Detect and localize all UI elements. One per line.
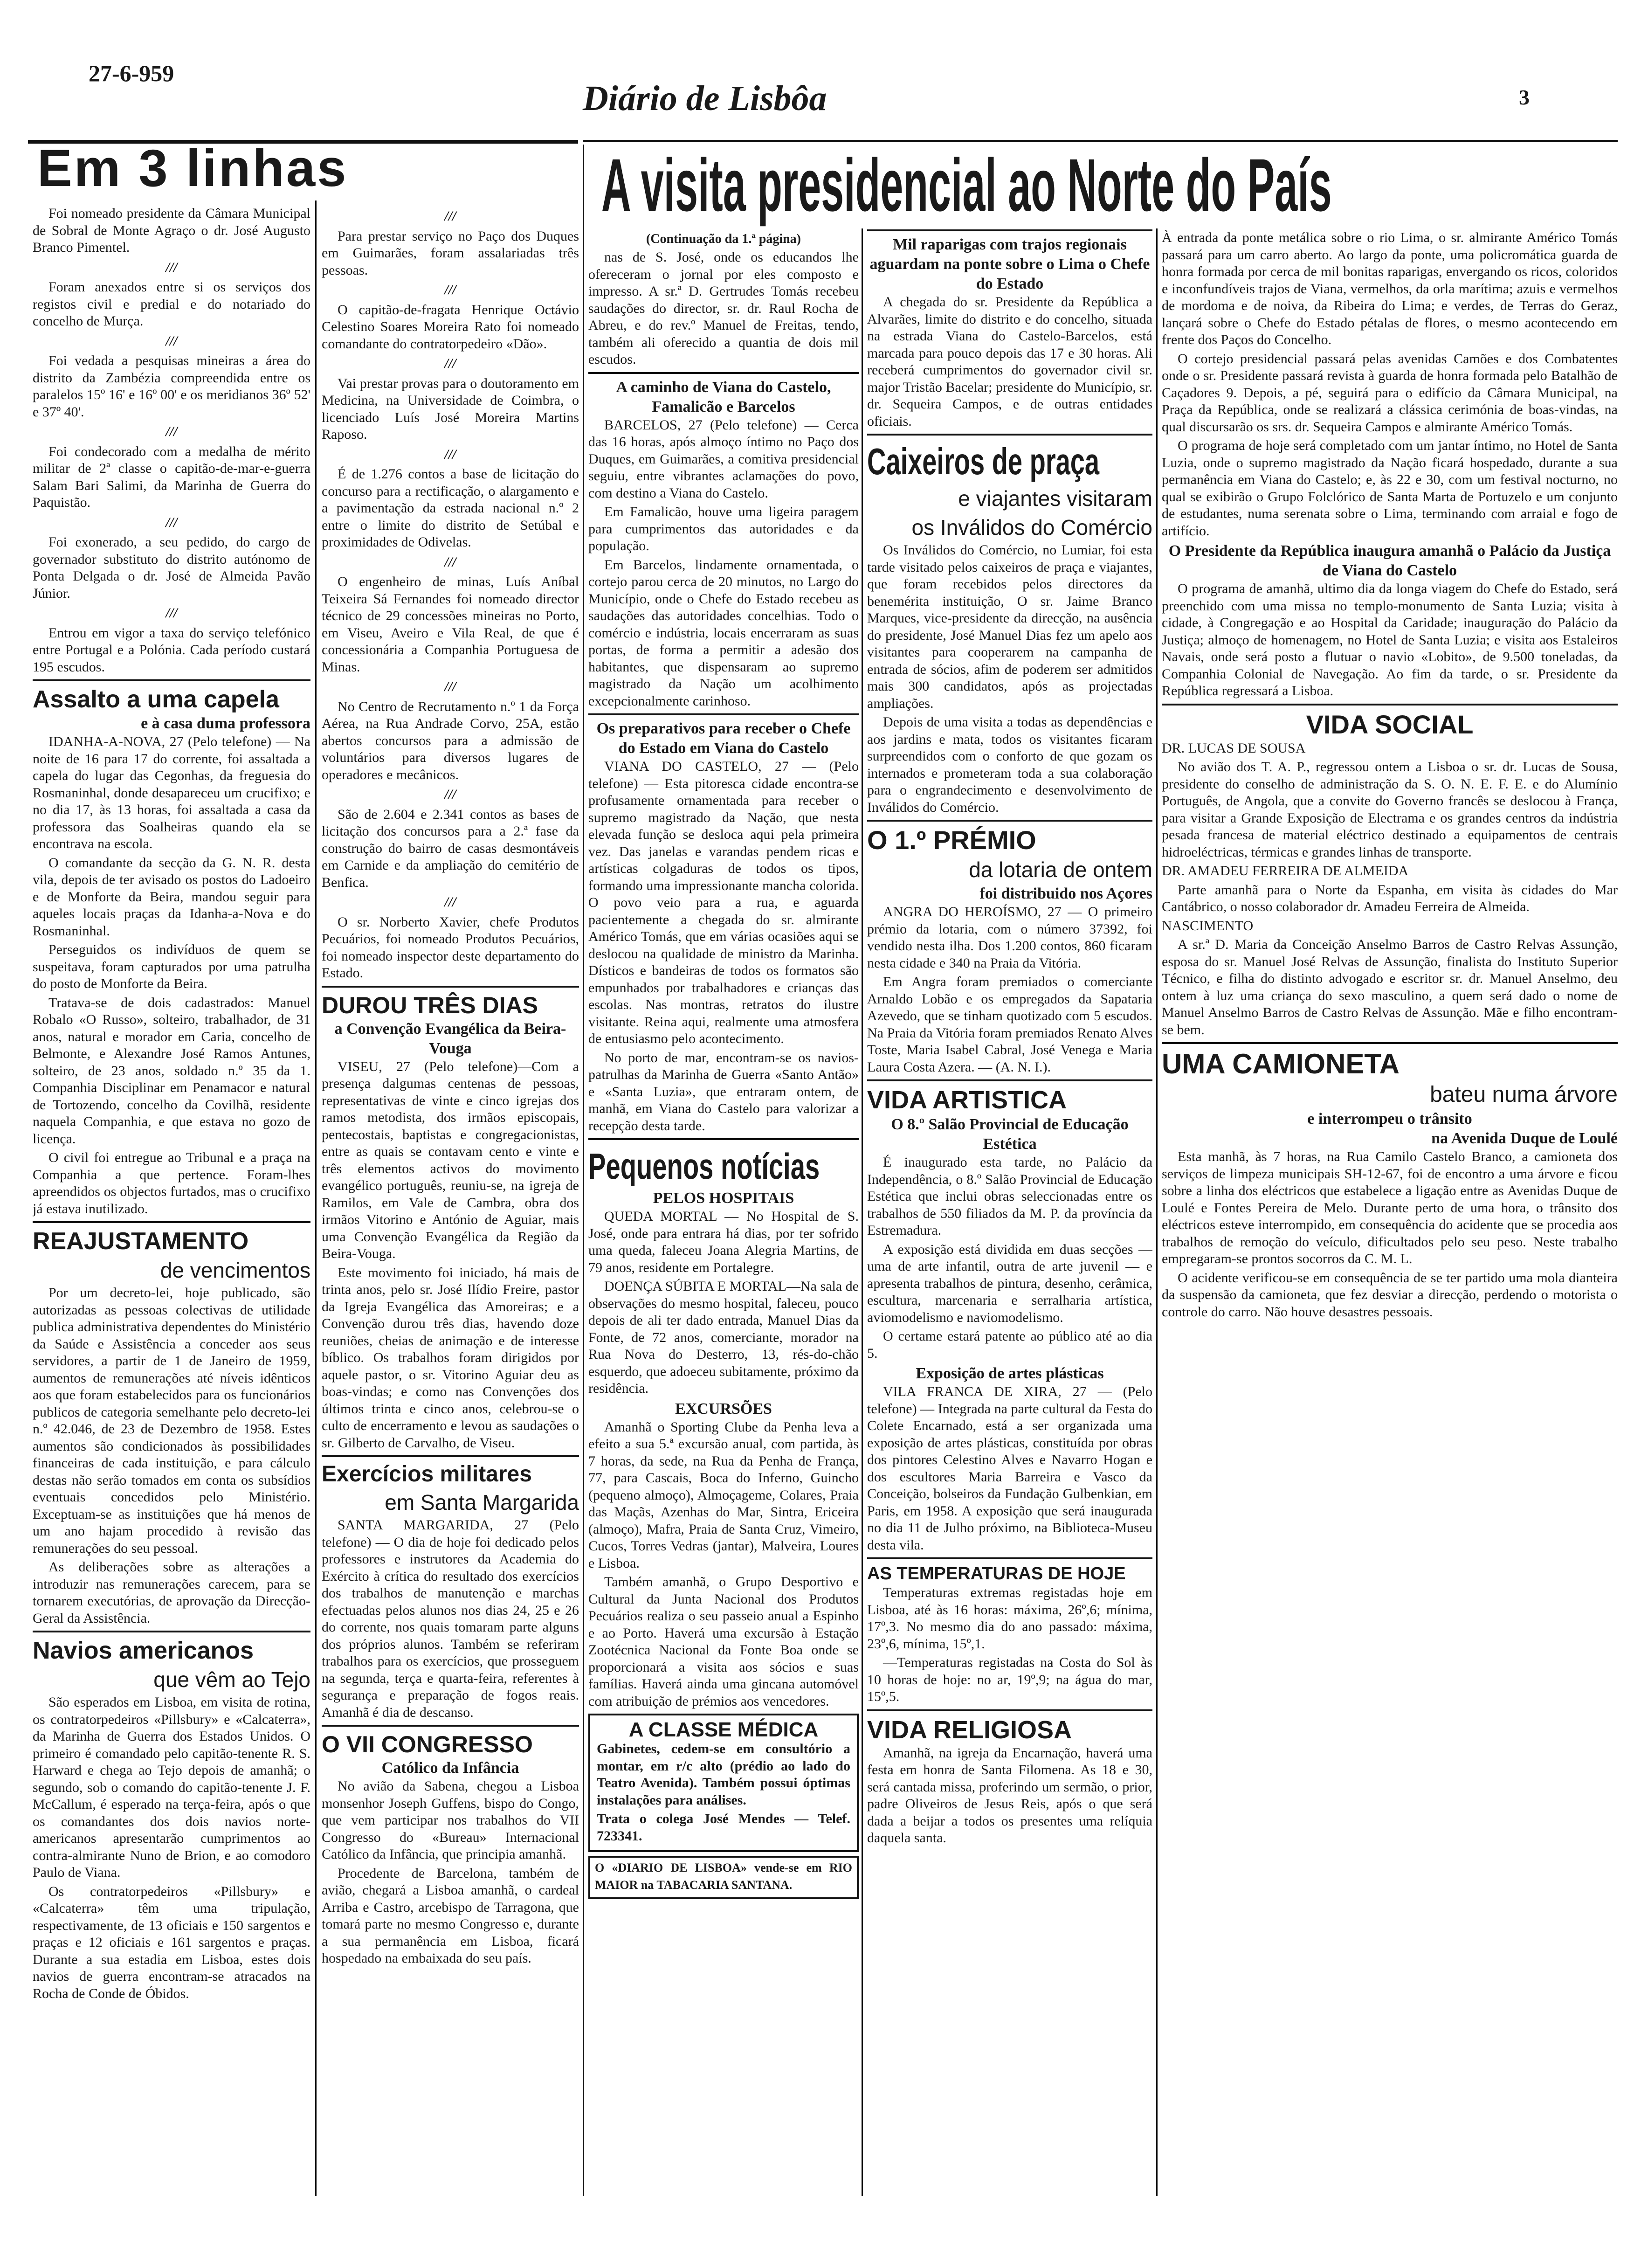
visita-subheading: Os preparativos para receber o Chefe do Estado em Viana do Castelo <box>596 720 851 757</box>
article-paragraph: ANGRA DO HEROÍSMO, 27 — O primeiro prémio da lotaria, com o número 37392, foi vendido nesta ilha. Dos 1.200 contos, 860 ficaram nesta cidade e 340 na Praia da Vitória. <box>867 904 1152 971</box>
article-paragraph: Procedente de Barcelona, também de avião, chegará a Lisboa amanhã, o cardeal Arriba e Castro, arcebispo de Tarragona, que tomará parte no mesmo Congresso e, durante a sua permanência em Lisboa, ficará hospedado na embaixada do seu país. <box>322 1865 579 1966</box>
caixeiros-title: Caixeiros de praça <box>867 441 1100 482</box>
congresso-subtitle: Católico da Infância <box>381 1759 519 1777</box>
column-divider <box>315 201 317 2196</box>
news-brief: Foi vedada a pesquisas mineiras a área do distrito da Zambézia compreendida entre os paralelos 15º 16' e 16º 00' e os meridianos 36º 52' e 37º 40'. <box>33 353 310 420</box>
brief-separator: /// <box>444 894 456 910</box>
artistica-subheading: O 8.º Salão Provincial de Educação Estética <box>891 1116 1129 1153</box>
article-paragraph: O cortejo presidencial passará pelas avenidas Camões e dos Combatentes onde o sr. Presidente passará revista à guarda de honra formada pelo Batalhão de Caçadores 9. Depois, a pé, seguirá para o edifício da Câmara Municipal, na Praça da República, onde se realizará a clássica cerimónia de boas-vindas, na qual discursarão os srs. dr. Sequeira Campos e almirante Américo Tomás. <box>1162 351 1618 435</box>
news-brief: Vai prestar provas para o doutoramento em Medicina, na Universidade de Coimbra, o licenciado Luís José Moreira Martins Raposo. <box>322 375 579 442</box>
brief-separator: /// <box>444 282 456 297</box>
article-paragraph: No porto de mar, encontram-se os navios-patrulhas da Marinha de Guerra «Santo Antão» e «Santa Luzia», que entraram ontem, de manhã, em Viana do Castelo para valorizar a recepção desta tarde. <box>588 1050 859 1134</box>
camioneta-title: UMA CAMIONETA <box>1162 1048 1400 1079</box>
camioneta-subtitle: bateu numa árvore <box>1430 1082 1618 1107</box>
durou-title: DUROU TRÊS DIAS <box>322 992 538 1018</box>
camioneta-subtitle: na Avenida Duque de Loulé <box>1431 1130 1618 1147</box>
section-rule <box>867 1709 1152 1711</box>
article-paragraph: Também amanhã, o Grupo Desportivo e Cultural da Junta Nacional dos Produtos Pecuários realiza o seu passeio anual a Espinho e ao Porto. Haverá uma excursão à Estação Zootécnica Nacional da Fonte Boa onde se proporcionará a visita aos sócios e suas famílias. Haverá ainda uma gincana automóvel com atribuição de prémios aos vencedores. <box>588 1574 859 1709</box>
article-paragraph: Os Inválidos do Comércio, no Lumiar, foi esta tarde visitado pelos caixeiros de praça e viajantes, que foram recebidos pelos directores da benemérita instituição, O sr. Jaime Branco Marques, vice-presidente da direcção, na ausência do presidente, José Manuel Dias fez um apelo aos visitantes para cooperarem na campanha de entrada de sócios, afim de poderem ser admitidos mais 300 candidatos, após as projectadas ampliações. <box>867 542 1152 711</box>
brief-separator: /// <box>444 554 456 570</box>
article-paragraph: IDANHA-A-NOVA, 27 (Pelo telefone) — Na noite de 16 para 17 do corrente, foi assaltada a capela do lugar das Cegonhas, da freguesia do Rosmaninhal, donde desapareceu um crucifixo; e no dia 17, às 13 horas, foi assaltada a casa da professora das Soalheiras quando ela se encontrava na escola. <box>33 734 310 851</box>
section-rule <box>867 1079 1152 1081</box>
venda-notice <box>588 1856 859 1899</box>
reajustamento-subtitle: de vencimentos <box>160 1258 310 1282</box>
venda-text: O «DIARIO DE LISBOA» vende-se em RIO MAIOR na TABACARIA SANTANA. <box>595 1861 852 1892</box>
article-paragraph: O certame estará patente ao público até ao dia 5. <box>867 1328 1152 1361</box>
article-paragraph: Parte amanhã para o Norte da Espanha, em visita às cidades do Mar Cantábrico, o nosso colaborador dr. Amadeu Ferreira de Almeida. <box>1162 882 1618 914</box>
news-brief: Foi condecorado com a medalha de mérito militar de 2ª classe o capitão-de-mar-e-guerra Salam Bari Salimi, da Marinha de Guerra do Paquistão. <box>33 443 310 510</box>
article-paragraph: O comandante da secção da G. N. R. desta vila, depois de ter avisado os postos do Ladoeiro e de Monforte da Beira, mandou seguir para aqueles locais praças da Idanha-a-Nova e do Rosmaninhal. <box>33 855 310 939</box>
header-rule <box>583 140 1618 142</box>
brief-separator: /// <box>444 787 456 802</box>
news-brief: O engenheiro de minas, Luís Aníbal Teixeira Sá Fernandes foi nomeado director técnico de 29 concessões mineiras no Porto, em Viseu, Aveiro e Vila Real, de que é concessionária a Companhia Portuguesa de Minas. <box>322 574 579 675</box>
article-paragraph: O acidente verificou-se em consequência de se ter partido uma mola dianteira da suspensão da camioneta, que fez desviar a direcção, perdendo o motorista o controle do carro. Não houve desastres pessoais. <box>1162 1270 1618 1320</box>
section-rule <box>588 372 859 374</box>
reajustamento-title: REAJUSTAMENTO <box>33 1228 249 1255</box>
section-rule <box>33 679 310 681</box>
article-paragraph: Em Angra foram premiados o comerciante Arnaldo Lobão e os empregados da Sapataria Azevedo, que se tinham quotizado com 5 escudos. Na Praia da Vitória foram premiados Renato Alves Toste, Maria Isabel Cabral, José Venega e Maria Laura Costa Azera. — (A. N. I.). <box>867 974 1152 1075</box>
article-paragraph: Os contratorpedeiros «Pillsbury» e «Calcaterra» têm uma tripulação, respectivamente, de 13 oficiais e 150 sargentos e praças e 12 oficiais e 161 sargentos e praças. Durante a sua estadia em Lisboa, estes dois navios de guerra encontram-se atracados na Rocha de Conde de Óbidos. <box>33 1883 310 2001</box>
article-paragraph: Em Famalicão, houve uma ligeira paragem para cumprimentos das autoridades e da população. <box>588 504 859 553</box>
news-brief: No Centro de Recrutamento n.º 1 da Força Aérea, na Rua Andrade Corvo, 25A, estão abertos concursos para a admissão de voluntários para diversos lugares de operadores e mecânicos. <box>322 698 579 782</box>
news-brief: O capitão-de-fragata Henrique Octávio Celestino Soares Moreira Rato foi nomeado comandante do contratorpedeiro «Dão». <box>322 302 579 352</box>
column-divider <box>1156 228 1158 2196</box>
social-subheading: DR. LUCAS DE SOUSA <box>1162 740 1306 756</box>
article-paragraph: Perseguidos os indivíduos de quem se suspeitava, foram capturados por uma patrulha do posto de Monforte da Beira. <box>33 942 310 991</box>
premio-title: O 1.º PRÉMIO <box>867 825 1036 855</box>
camioneta-subtitle: e interrompeu o trânsito <box>1307 1110 1472 1127</box>
news-brief: Foi exonerado, a seu pedido, do cargo de governador substituto do distrito autónomo de Ponta Delgada o dr. José de Almeida Pavão Júnior. <box>33 534 310 601</box>
column-3 <box>588 229 859 2197</box>
brief-separator: /// <box>165 605 178 621</box>
article-paragraph: nas de S. José, onde os educandos lhe ofereceram o jornal por eles composto e impresso. A sr.ª D. Gertrudes Tomás recebeu saudações do director, sr. dr. Raul Rocha de Abreu, e do rev.º Manuel de Freitas, tendo, também ali oferecido a quantia de dois mil escudos. <box>588 249 859 367</box>
article-paragraph: O civil foi entregue ao Tribunal e a praça na Companhia a que pertence. Foram-lhes apreendidos os objectos furtados, mas o crucifixo já estava inutilizado. <box>33 1150 310 1217</box>
religiosa-title: VIDA RELIGIOSA <box>867 1715 1072 1744</box>
assalto-title: Assalto a uma capela <box>33 686 279 713</box>
artistica-title: VIDA ARTISTICA <box>867 1086 1067 1114</box>
page-number: 3 <box>1519 85 1530 109</box>
article-paragraph: São esperados em Lisboa, em visita de rotina, os contratorpedeiros «Pillsbury» e «Calcaterra», da Marinha de Guerra dos Estados Unidos. O primeiro é comandado pelo capitão-tenente R. S. Harward e chega ao Tejo depois de amanhã; o segundo, sob o comando do capitão-tenente J. F. McCallum, é esperado na terça-feira, após o que os comandantes dos dois navios norte-americanos apresentarão cumprimentos ao contra-almirante Nuno de Brion, e ao comodoro Paulo de Viana. <box>33 1694 310 1880</box>
brief-separator: /// <box>444 356 456 371</box>
visita-subheading: A caminho de Viana do Castelo, Famalicão e Barcelos <box>616 378 831 415</box>
column-4 <box>867 229 1152 2197</box>
congresso-title: O VII CONGRESSO <box>322 1731 533 1757</box>
article-paragraph: Em Barcelos, lindamente ornamentada, o cortejo parou cerca de 20 minutos, no Largo do Município, onde o Chefe do Estado recebeu as saudações das autoridades concelhias. Todo o comércio e indústria, locais encerraram as suas portas, de forma a permitir a adesão dos habitantes, que dispensaram ao supremo magistrado da Nação um acolhimento excepcionalmente carinhoso. <box>588 557 859 709</box>
article-paragraph: No avião da Sabena, chegou a Lisboa monsenhor Joseph Guffens, bispo do Congo, que vem participar nos trabalhos do VII Congresso do «Bureau» Internacional Católico da Infância, que principia amanhã. <box>322 1778 579 1862</box>
section-rule <box>1162 704 1618 705</box>
article-paragraph: Amanhã o Sporting Clube da Penha leva a efeito a sua 5.ª excursão anual, com partida, às 7 horas, da sede, na Rua da Penha de França, 77, para Cascais, Boca do Inferno, Guincho (pequeno almoço), Almoçageme, Colares, Praia das Maçãs, Azenhas do Mar, Sintra, Ericeira (almoço), Mafra, Praia de Santa Cruz, Vimeiro, Cucos, Torres Vedras (jantar), Malveira, Loures e Lisboa. <box>588 1419 859 1571</box>
article-paragraph: A sr.ª D. Maria da Conceição Anselmo Barros de Castro Relvas Assunção, esposa do sr. Manuel José Relvas de Assunção, finalista do Instituto Superior Técnico, e filha do distinto advogado e escritor sr. dr. Manuel Anselmo, deu ontem à luz uma criança do sexo masculino, a quem será dado o nome de Manuel Anselmo Barros de Castro Relvas de Assunção. Mãe e filho encontram-se bem. <box>1162 937 1618 1037</box>
section-rule <box>867 434 1152 436</box>
visita-subheading: O Presidente da República inaugura amanhã o Palácio da Justiça de Viana do Castelo <box>1168 542 1611 579</box>
issue-date: 27-6-959 <box>89 60 174 86</box>
section-rule <box>33 1631 310 1632</box>
visita-headline: A visita presidencial ao Norte do País <box>601 143 1332 227</box>
column-2 <box>322 205 579 2196</box>
article-paragraph: O programa de amanhã, ultimo dia da longa viagem do Chefe do Estado, será preenchido com uma missa no templo-monumento de Santa Luzia; visita à cidade, à Congregação e ao Hospital da Caridade; inauguração do Palácio da Justiça; almoço de homenagem, no Hotel de Santa Luzia; e visita aos Estaleiros Navais, onde será posto a flutuar o navio «Lobito», de 9.500 toneladas, da Companhia Colonial de Navegação. Ao fim da tarde, o sr. Presidente da República regressará a Lisboa. <box>1162 581 1618 698</box>
news-brief: O sr. Norberto Xavier, chefe Produtos Pecuários, foi nomeado Produtos Pecuários, foi nomeado inspector deste departamento do Estado. <box>322 914 579 981</box>
article-paragraph: É inaugurado esta tarde, no Palácio da Independência, o 8.º Salão Provincial de Educação Estética que inclui obras seleccionadas entre os trabalhos de 550 filiados da M. P. da província da Estremadura. <box>867 1155 1152 1238</box>
article-paragraph: DOENÇA SÚBITA E MORTAL—Na sala de observações do mesmo hospital, faleceu, pouco depois de ali ter dado entrada, Manuel Dias da Fonte, de 72 anos, comerciante, morador na Rua Nova do Desterro, 13, rés-do-chão esquerdo, que adoeceu subitamente, próximo da residência. <box>588 1279 859 1396</box>
exercicios-subtitle: em Santa Margarida <box>385 1490 579 1514</box>
continuation-note: (Continuação da 1.ª página) <box>646 232 801 246</box>
column-divider <box>583 145 584 2196</box>
classe-medica-title: A CLASSE MÉDICA <box>628 1718 819 1741</box>
article-paragraph: A chegada do sr. Presidente da República a Alvarães, limite do distrito e do concelho, situada na estrada Viana do Castelo-Barcelos, está marcada para pouco depois das 17 e 30 horas. Ali receberá cumprimentos do governador civil sr. major Tristão Bacelar; presidente do Município, sr. dr. Sequeira Campos, e de outras entidades oficiais. <box>867 294 1152 429</box>
hospitais-subheading: PELOS HOSPITAIS <box>653 1189 794 1207</box>
brief-separator: /// <box>444 679 456 694</box>
news-brief: Para prestar serviço no Paço dos Duques em Guimarães, foram assalariadas três pessoas. <box>322 228 579 278</box>
section-rule <box>867 1557 1152 1559</box>
section-rule <box>867 229 1152 231</box>
article-paragraph: VILA FRANCA DE XIRA, 27 — (Pelo telefone) — Integrada na parte cultural da Festa do Colete Encarnado, está a ser organizada uma exposição de artes plásticas, constituída por obras dos pintores Celestino Alves e Navarro Hogan e dos escultores Maria Barreira e Vasco da Conceição, bolseiros da Fundação Gulbenkian, em Paris, em 1958. A exposição que será inaugurada no dia 11 de Julho próximo, na Biblioteca-Museu desta vila. <box>867 1384 1152 1553</box>
caixeiros-subtitle: os Inválidos do Comércio <box>911 515 1152 539</box>
article-paragraph: A exposição está dividida em duas secções — uma de arte infantil, outra de arte juvenil — e apresenta trabalhos de pintura, desenho, cerâmica, escultura, marcenaria e serralharia artística, aviomodelismo e naviomodelismo. <box>867 1241 1152 1325</box>
ad-text: Trata o colega José Mendes — Telef. 723341. <box>597 1811 850 1844</box>
brief-separator: /// <box>165 514 178 530</box>
social-subheading: DR. AMADEU FERREIRA DE ALMEIDA <box>1162 863 1409 878</box>
section-rule <box>588 1138 859 1140</box>
article-paragraph: SANTA MARGARIDA, 27 (Pelo telefone) — O dia de hoje foi dedicado pelos professores e instrutores da Academia do Exército à crítica do resultado dos exercícios dos trabalhos de manutenção e marchas efectuadas pelos alunos nos dias 24, 25 e 26 do corrente, nos quais tomaram parte alguns dos próprios alunos. Também se referiram trabalhos para os exercícios, que prosseguem na segunda, terça e quarta-feira, referentes à segurança e preparação de fogos reais. Amanhã é dia de descanso. <box>322 1517 579 1720</box>
article-paragraph: Por um decreto-lei, hoje publicado, são autorizadas as pessoas colectivas de utilidade publica administrativa dependentes do Ministério da Saúde e Assistência a conceder aos seus servidores, a partir de 1 de Janeiro de 1959, aumentos de remunerações até níveis idênticos aos que foram estabelecidos para os funcionários publicos de categoria semelhante pelo decreto-lei n.º 42.046, de 23 de Dezembro de 1958. Estes aumentos são condicionados às possibilidades financeiras de cada instituição, e para cálculo destas não serão tomados em conta os subsídios eventuais concedidos pelo Ministério. Exceptuam-se as instituições que há menos de um ano hajam procedido à revisão das remunerações do seu pessoal. <box>33 1285 310 1556</box>
article-paragraph: VIANA DO CASTELO, 27 — (Pelo telefone) — Esta pitoresca cidade encontra-se profusamente ornamentada para receber o supremo magistrado da Nação, que nesta elevada função se desloca aqui pela primeira vez. Das janelas e varandas pendem ricas e artísticas colgaduras de todos os tipos, formando uma impressionante mancha colorida. O povo veio para a rua, e aguarda pacientemente a chegada do sr. almirante Américo Tomás, que em várias ocasiões aqui se deslocou na qualidade de ministro da Marinha. Dísticos e bandeiras de todos os formatos são empunhados por trabalhadores e crianças das escolas. Nas montras, retratos do ilustre visitante. Reina aqui, realmente uma atmosfera de entusiasmo pelo acontecimento. <box>588 759 859 1046</box>
premio-subtitle: foi distribuido nos Açores <box>979 885 1152 902</box>
news-brief: São de 2.604 e 2.341 contos as bases de licitação dos concursos para a 2.ª fase da construção do bairro de casas desmontáveis em Carnide e da ampliação do cemitério de Benfica. <box>322 806 579 890</box>
article-paragraph: No avião dos T. A. P., regressou ontem a Lisboa o sr. dr. Lucas de Sousa, presidente do conselho de administração da S. O. N. E. F. E. e do Alumínio Português, de Angola, que a convite do Governo francês se deslocou à França, para visitar a Grande Exposição de Electrama e os grandes centros da indústria pesada francesa de material eléctrico destinado a equipamentos de centrais hidroeléctricas, térmicas e grandes linhas de transporte. <box>1162 759 1618 860</box>
brief-separator: /// <box>165 424 178 439</box>
article-paragraph: Temperaturas extremas registadas hoje em Lisboa, até às 16 horas: máxima, 26º,6; mínima, 17º,3. No mesmo dia do ano passado: máxima, 23º,6, mínima, 15º,1. <box>867 1585 1152 1652</box>
social-title: VIDA SOCIAL <box>1306 709 1474 739</box>
article-paragraph: Tratava-se de dois cadastrados: Manuel Robalo «O Russo», solteiro, trabalhador, de 31 anos, natural e morador em Caria, concelho de Belmonte, e Alexandre José Ramos Antunes, solteiro, de 23 anos, soldado n.º 35 da 1. Companhia Disciplinar em Penamacor e natural de Tortozendo, concelho da Covilhã, residente naquela Companhia, e que estava no gozo de licença. <box>33 995 310 1147</box>
em3linhas-title: Em 3 linhas <box>37 139 348 197</box>
article-paragraph: Depois de uma visita a todas as dependências e aos jardins e mata, todos os visitantes ficaram surpreendidos com o conforto de que gozam os internados e prometeram toda a sua colaboração para o engrandecimento e desenvolvimento de Inválidos do Comércio. <box>867 714 1152 815</box>
temperaturas-title: AS TEMPERATURAS DE HOJE <box>867 1564 1126 1583</box>
ad-text: Gabinetes, cedem-se em consultório a montar, em r/c alto (prédio ao lado do Teatro Avenida). Também possui óptimas instalações para análises. <box>597 1741 850 1808</box>
masthead: Diário de Lisbôa <box>583 79 827 118</box>
section-rule <box>322 986 579 988</box>
artistica-subheading: Exposição de artes plásticas <box>916 1365 1104 1382</box>
article-paragraph: —Temperaturas registadas na Costa do Sol às 10 horas de hoje: no ar, 19º,9; na água do mar, 15º,5. <box>867 1655 1152 1704</box>
article-paragraph: Esta manhã, às 7 horas, na Rua Camilo Castelo Branco, a camioneta dos serviços de limpeza municipais SH-12-67, foi de encontro a uma árvore e ficou sobre a linha dos eléctricos que estabelece a ligação entre as Avenidas Duque de Loulé e Fontes Pereira de Melo. Durante perto de uma hora, o trânsito dos eléctricos esteve interrompido, em consequência do acidente que se procedia aos trabalhos de remoção do veículo, dificultados pelo seu peso. Neste trabalho empregaram-se prontos socorros da C. M. L. <box>1162 1149 1618 1266</box>
section-rule <box>33 1221 310 1223</box>
article-paragraph: À entrada da ponte metálica sobre o rio Lima, o sr. almirante Américo Tomás passará para um carro aberto. Ao largo da ponte, uma policromática guarda de honra formada por cerca de mil bonitas raparigas, envergando os ricos, coloridos e inconfundíveis trajos de Viana, vermelhos, da orla marítima; azuis e vermelhos de mordoma e de noiva, da Ribeira do Lima; e verdes, de Terras do Geraz, lançará sobre o Chefe do Estado pétalas de flores, o mesmo acontecendo em frente dos Paços do Concelho. <box>1162 230 1618 347</box>
navios-subtitle: que vêm ao Tejo <box>153 1667 310 1692</box>
section-rule <box>322 1725 579 1727</box>
section-rule <box>588 713 859 715</box>
column-divider <box>862 228 863 2196</box>
excursoes-subheading: EXCURSÕES <box>675 1400 772 1418</box>
classe-medica-ad <box>588 1714 859 1852</box>
exercicios-title: Exercícios militares <box>322 1462 532 1487</box>
news-brief: Foram anexados entre si os serviços dos registos civil e predial e do notariado do concelho de Murça. <box>33 279 310 329</box>
article-paragraph: Amanhã, na igreja da Encarnação, haverá uma festa em honra de Santa Filomena. As 18 e 30, será cantada missa, proferindo um sermão, o prior, padre Oliveiros de Jesus Reis, após o que será dada a beijar a todos os presentes uma relíquia daquela santa. <box>867 1745 1152 1846</box>
news-brief: É de 1.276 contos a base de licitação do concurso para a rectificação, o alargamento e a pavimentação da estrada nacional n.º 2 entre o limite do distrito de Setúbal e proximidades de Odivelas. <box>322 466 579 550</box>
brief-separator: /// <box>165 259 178 275</box>
brief-separator: /// <box>165 333 178 349</box>
news-brief: Foi nomeado presidente da Câmara Municipal de Sobral de Monte Agraço o dr. José Augusto Branco Pimentel. <box>33 206 310 255</box>
article-paragraph: Este movimento foi iniciado, há mais de trinta anos, pelo sr. José Ilídio Freire, pastor da Igreja Evangélica das Amoreiras; e a Convenção durou três dias, havendo doze reuniões, cheias de animação e de interesse bíblico. Os trabalhos foram dirigidos por aquele pastor, o sr. Vitorino Aguiar deu as boas-vindas; e como nas Convenções dos últimos trinta e cinco anos, celebrou-se o culto de encerramento e levou as saudações o sr. Gilberto de Carvalho, de Viseu. <box>322 1265 579 1451</box>
assalto-subtitle: e à casa duma professora <box>141 715 310 732</box>
social-subheading: NASCIMENTO <box>1162 918 1254 933</box>
durou-subtitle: a Convenção Evangélica da Beira-Vouga <box>334 1020 566 1057</box>
section-rule <box>867 820 1152 822</box>
navios-title: Navios americanos <box>33 1637 254 1664</box>
caixeiros-subtitle: e viajantes visitaram <box>958 486 1152 511</box>
section-rule <box>1162 1042 1618 1044</box>
article-paragraph: QUEDA MORTAL — No Hospital de S. José, onde para entrara há dias, por ter sofrido uma queda, faleceu Joana Alegria Martins, de 79 anos, residente em Portalegre. <box>588 1209 859 1275</box>
pequenos-title: Pequenos notícias <box>588 1146 820 1187</box>
article-paragraph: VISEU, 27 (Pelo telefone)—Com a presença dalgumas centenas de pessoas, representativas de vinte e cinco igrejas dos ramos metodista, dos irmãos episcopais, pentecostais, baptistas e congregacionistas, entre as quais se contavam cento e vinte e três elementos activos do movimento evangélico português, reuniu-se, na igreja de Ramilos, em Vale de Cambra, obra dos irmãos Vitorino e António de Aguiar, mais uma Convenção Evangélica da Região da Beira-Vouga. <box>322 1058 579 1261</box>
visita-subheading: Mil raparigas com trajos regionais aguardam na ponte sobre o Lima o Chefe do Estado <box>869 236 1150 292</box>
article-paragraph: As deliberações sobre as alterações a introduzir nas remunerações carecem, para se tornarem executórias, de aprovação da Direcção-Geral da Assistência. <box>33 1559 310 1626</box>
column-5 <box>1162 229 1618 2197</box>
brief-separator: /// <box>444 208 456 224</box>
news-brief: Entrou em vigor a taxa do serviço telefónico entre Portugal e a Polónia. Cada período custará 195 escudos. <box>33 625 310 675</box>
article-paragraph: O programa de hoje será completado com um jantar íntimo, no Hotel de Santa Luzia, onde o supremo magistrado da Nação ficará hospedado, durante a sua permanência em Viana do Castelo; e, às 22 e 30, com um festival nocturno, no qual se exibirão o Grupo Folclórico de Santa Marta de Portuzelo e um conjunto de estudantes, numa serenata sobre o Lima, terminando com arraial e fogo de artifício. <box>1162 438 1618 539</box>
column-1 <box>33 205 310 2196</box>
article-paragraph: BARCELOS, 27 (Pelo telefone) — Cerca das 16 horas, após almoço íntimo no Paço dos Duques, em Guimarães, a comitiva presidencial seguiu, entre vibrantes aclamações do povo, com destino a Viana do Castelo. <box>588 417 859 501</box>
premio-subtitle: da lotaria de ontem <box>969 857 1152 882</box>
section-rule <box>322 1455 579 1457</box>
brief-separator: /// <box>444 446 456 462</box>
